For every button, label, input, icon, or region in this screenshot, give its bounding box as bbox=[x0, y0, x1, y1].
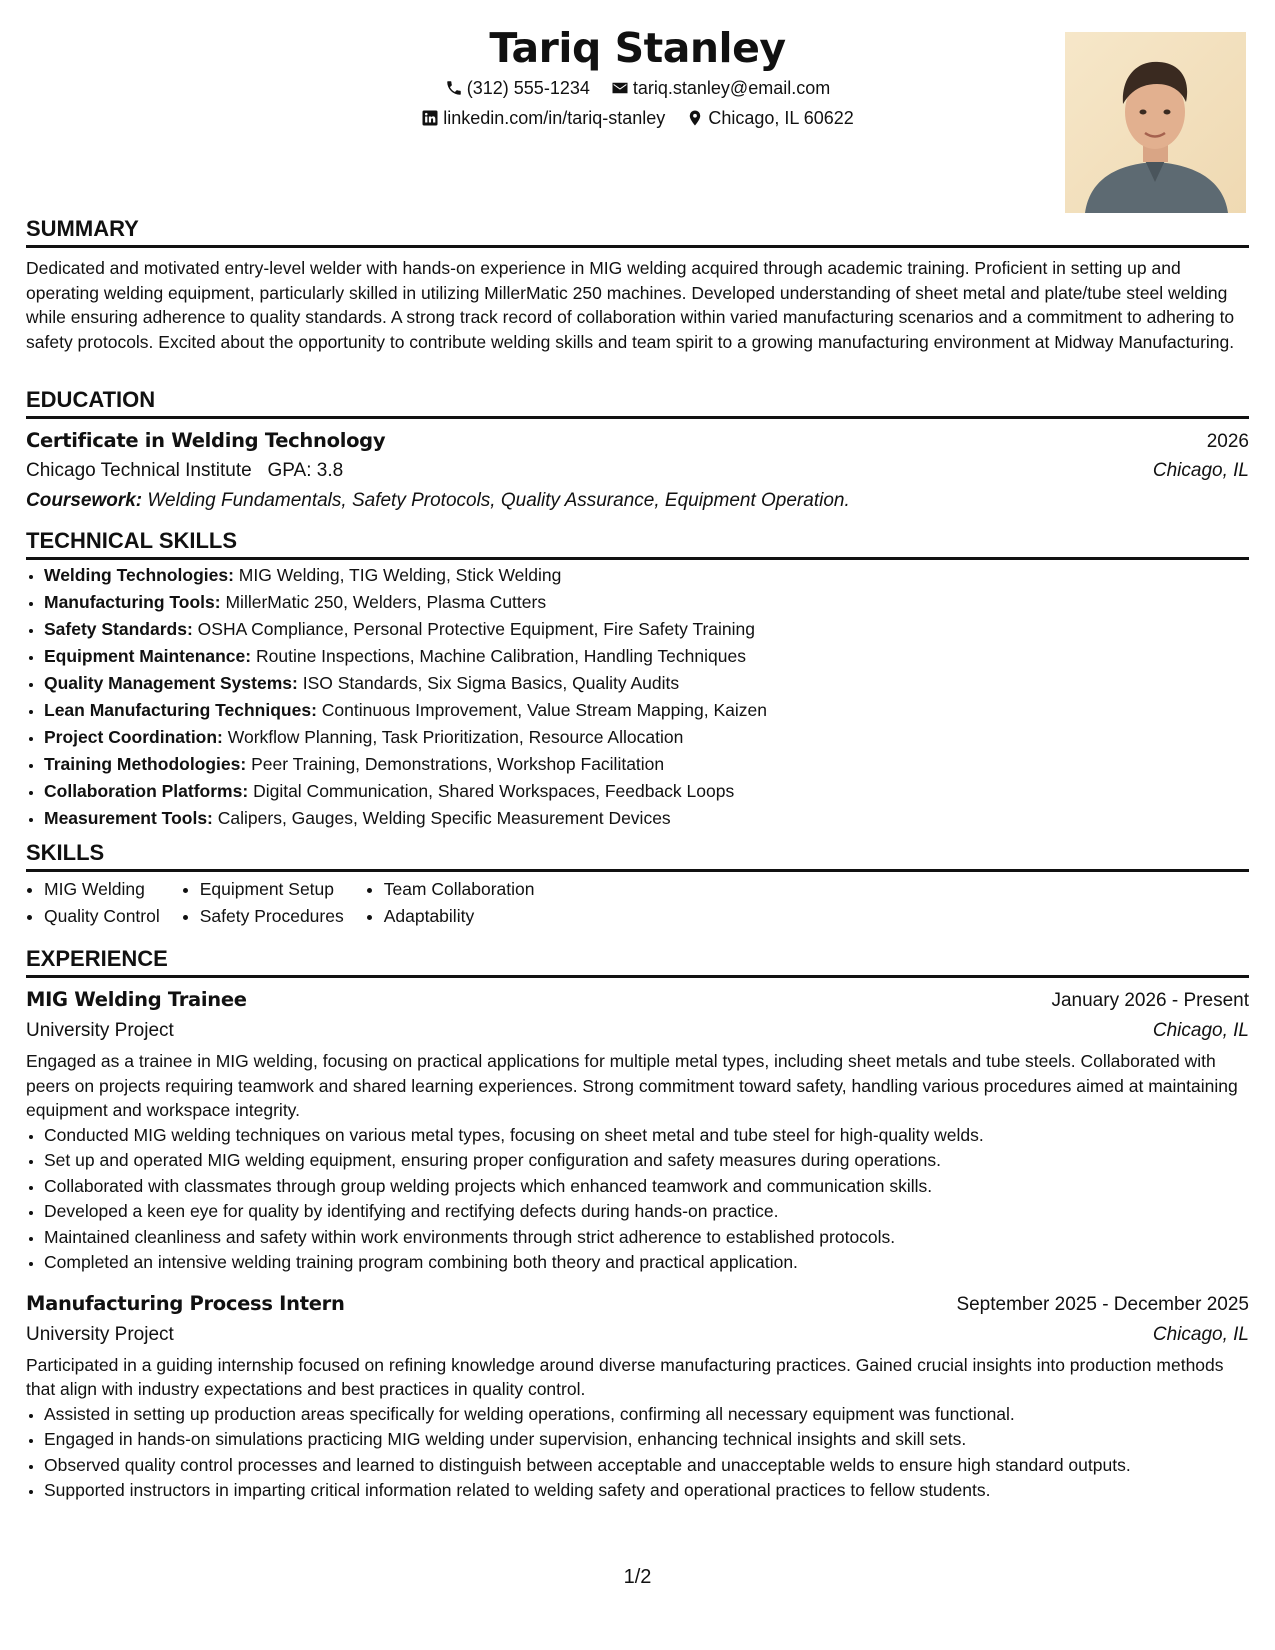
job-dates: January 2026 - Present bbox=[1051, 990, 1249, 1011]
phone-item bbox=[445, 76, 590, 100]
technical-skill-value: MIG Welding, TIG Welding, Stick Welding bbox=[238, 565, 562, 585]
technical-skill-label: Quality Management Systems: bbox=[44, 673, 298, 693]
technical-skill-item bbox=[44, 670, 1249, 697]
job-location: Chicago, IL bbox=[1152, 1020, 1249, 1041]
education-section bbox=[26, 386, 1249, 516]
skills-column bbox=[26, 876, 160, 930]
education-heading: EDUCATION bbox=[26, 386, 1249, 419]
technical-skill-value: MillerMatic 250, Welders, Plasma Cutters bbox=[225, 592, 547, 612]
technical-skill-item bbox=[44, 751, 1249, 778]
technical-skill-label: Training Methodologies: bbox=[44, 754, 247, 774]
job-organization: University Project bbox=[26, 1323, 174, 1345]
education-school-row bbox=[26, 456, 1249, 486]
job-location: Chicago, IL bbox=[1152, 1323, 1249, 1345]
school-line bbox=[26, 456, 343, 486]
summary-heading: SUMMARY bbox=[26, 215, 1249, 248]
job-bullet: • Collaborated with classmates through group welding projects which enhanced teamwork and communication skills. bbox=[44, 1174, 1249, 1200]
job-bullet: • Maintained cleanliness and safety within work environments through strict adherence to established protocols. bbox=[44, 1225, 1249, 1251]
technical-skill-item bbox=[44, 805, 1249, 832]
skills-column bbox=[182, 876, 344, 930]
coursework-line bbox=[26, 486, 1249, 516]
summary-section bbox=[26, 215, 1249, 354]
skills-column bbox=[366, 876, 535, 930]
job-bullets bbox=[26, 1123, 1249, 1276]
technical-skill-item bbox=[44, 643, 1249, 670]
skill-item: • MIG Welding bbox=[44, 876, 160, 903]
technical-skill-label: Measurement Tools: bbox=[44, 808, 213, 828]
technical-skill-value: ISO Standards, Six Sigma Basics, Quality Audits bbox=[302, 673, 680, 693]
technical-skill-label: Collaboration Platforms: bbox=[44, 781, 249, 801]
email-item[interactable] bbox=[611, 76, 830, 100]
skill-item: • Safety Procedures bbox=[200, 903, 344, 930]
degree-title: Certificate in Welding Technology bbox=[26, 429, 386, 452]
summary-text: Dedicated and motivated entry-level welder with hands-on experience in MIG welding acquired through academic training. Proficient in setting up and operating welding equipment, particularly skilled in utilizing MillerMatic 250 machines. Developed understanding of sheet metal and plate/tube steel welding while ensuring adherence to quality standards. A strong track record of collaboration within varied manufacturing scenarios and a commitment to adhering to safety protocols. Excited about the opportunity to contribute welding skills and team spirit to a growing manufacturing environment at Midway Manufacturing. bbox=[26, 258, 1235, 352]
job-bullet: • Supported instructors in imparting critical information related to welding safety and operational practices to fellow students. bbox=[44, 1478, 1249, 1504]
graduation-year: 2026 bbox=[1206, 431, 1249, 452]
technical-skill-label: Project Coordination: bbox=[44, 727, 223, 747]
experience-list bbox=[26, 986, 1249, 1504]
technical-skill-value: Digital Communication, Shared Workspaces, Feedback Loops bbox=[253, 781, 735, 801]
school-name: Chicago Technical Institute bbox=[26, 460, 252, 481]
job-org-row bbox=[26, 1015, 1249, 1047]
skills-section bbox=[26, 839, 1249, 930]
coursework-label: Coursework: bbox=[26, 490, 143, 511]
job-bullet: • Developed a keen eye for quality by identifying and rectifying defects during hands-on practice. bbox=[44, 1199, 1249, 1225]
job-bullet: • Set up and operated MIG welding equipment, ensuring proper configuration and safety measures during operations. bbox=[44, 1148, 1249, 1174]
map-pin-icon bbox=[686, 109, 704, 127]
job-bullet: • Conducted MIG welding techniques on various metal types, focusing on sheet metal and tube steel for high-quality welds. bbox=[44, 1123, 1249, 1149]
linkedin-icon bbox=[421, 109, 439, 127]
experience-entry bbox=[26, 986, 1249, 1276]
job-bullet: • Assisted in setting up production areas specifically for welding operations, confirming all necessary equipment was functional. bbox=[44, 1402, 1249, 1428]
technical-skill-item bbox=[44, 778, 1249, 805]
job-title: Manufacturing Process Intern bbox=[26, 1291, 345, 1315]
skills-heading: SKILLS bbox=[26, 839, 1249, 872]
linkedin-item[interactable] bbox=[421, 106, 665, 130]
technical-skill-label: Lean Manufacturing Techniques: bbox=[44, 700, 317, 720]
technical-skill-item bbox=[44, 589, 1249, 616]
technical-skills-heading: TECHNICAL SKILLS bbox=[26, 527, 1249, 560]
technical-skill-item bbox=[44, 616, 1249, 643]
job-title-row bbox=[26, 986, 1249, 1015]
page-number: 1/2 bbox=[623, 1566, 652, 1588]
technical-skill-value: Workflow Planning, Task Prioritization, Resource Allocation bbox=[227, 727, 684, 747]
experience-entry bbox=[26, 1290, 1249, 1504]
skills-grid bbox=[26, 876, 1249, 930]
technical-skill-label: Manufacturing Tools: bbox=[44, 592, 221, 612]
job-dates: September 2025 - December 2025 bbox=[956, 1293, 1249, 1315]
candidate-name: Tariq Stanley bbox=[489, 24, 786, 72]
job-bullets bbox=[26, 1402, 1249, 1504]
technical-skill-value: Calipers, Gauges, Welding Specific Measurement Devices bbox=[217, 808, 671, 828]
resume-page bbox=[26, 0, 1249, 1650]
job-bullet: • Observed quality control processes and learned to distinguish between acceptable and unacceptable welds to ensure high standard outputs. bbox=[44, 1453, 1249, 1479]
location-item bbox=[686, 106, 853, 130]
linkedin-text[interactable]: linkedin.com/in/tariq-stanley bbox=[443, 108, 666, 128]
job-title: MIG Welding Trainee bbox=[26, 988, 247, 1011]
technical-skill-value: OSHA Compliance, Personal Protective Equipment, Fire Safety Training bbox=[197, 619, 756, 639]
technical-skills-list bbox=[26, 562, 1249, 832]
email-text[interactable]: tariq.stanley@email.com bbox=[632, 78, 831, 98]
job-description: Engaged as a trainee in MIG welding, focusing on practical applications for multiple metal types, including sheet metals and tube steels. Collaborated with peers on projects requiring teamwork and shared learning experiences. Strong commitment toward safety, handling various procedures aimed at maintaining equipment and workspace integrity. bbox=[26, 1051, 1238, 1120]
technical-skill-label: Equipment Maintenance: bbox=[44, 646, 252, 666]
experience-heading: EXPERIENCE bbox=[26, 945, 1249, 978]
phone-icon bbox=[445, 79, 463, 97]
technical-skill-value: Continuous Improvement, Value Stream Mapping, Kaizen bbox=[321, 700, 767, 720]
profile-photo bbox=[1065, 32, 1246, 213]
technical-skills-section bbox=[26, 527, 1249, 832]
experience-section bbox=[26, 945, 1249, 1504]
technical-skill-label: Welding Technologies: bbox=[44, 565, 234, 585]
skill-item: • Equipment Setup bbox=[200, 876, 344, 903]
technical-skill-label: Safety Standards: bbox=[44, 619, 193, 639]
education-title-row bbox=[26, 427, 1249, 456]
email-icon bbox=[611, 79, 629, 97]
location-text: Chicago, IL 60622 bbox=[708, 108, 854, 128]
technical-skill-item bbox=[44, 724, 1249, 751]
job-organization: University Project bbox=[26, 1020, 174, 1041]
technical-skill-item bbox=[44, 562, 1249, 589]
skill-item: • Team Collaboration bbox=[384, 876, 535, 903]
technical-skill-item bbox=[44, 697, 1249, 724]
job-title-row bbox=[26, 1290, 1249, 1319]
technical-skill-value: Routine Inspections, Machine Calibration, Handling Techniques bbox=[255, 646, 746, 666]
school-location: Chicago, IL bbox=[1152, 460, 1249, 481]
gpa: GPA: 3.8 bbox=[267, 460, 344, 481]
technical-skill-value: Peer Training, Demonstrations, Workshop Facilitation bbox=[251, 754, 665, 774]
skill-item: • Adaptability bbox=[384, 903, 535, 930]
job-org-row bbox=[26, 1319, 1249, 1351]
phone-text: (312) 555-1234 bbox=[466, 78, 590, 98]
skill-item: • Quality Control bbox=[44, 903, 160, 930]
job-description: Participated in a guiding internship focused on refining knowledge around diverse manufacturing practices. Gained crucial insights into production methods that align with industry expectations and best practices in quality control. bbox=[26, 1354, 1224, 1399]
coursework-text: Welding Fundamentals, Safety Protocols, Quality Assurance, Equipment Operation. bbox=[147, 490, 850, 511]
job-bullet: • Engaged in hands-on simulations practicing MIG welding under supervision, enhancing technical insights and skill sets. bbox=[44, 1427, 1249, 1453]
job-bullet: • Completed an intensive welding training program combining both theory and practical application. bbox=[44, 1250, 1249, 1276]
